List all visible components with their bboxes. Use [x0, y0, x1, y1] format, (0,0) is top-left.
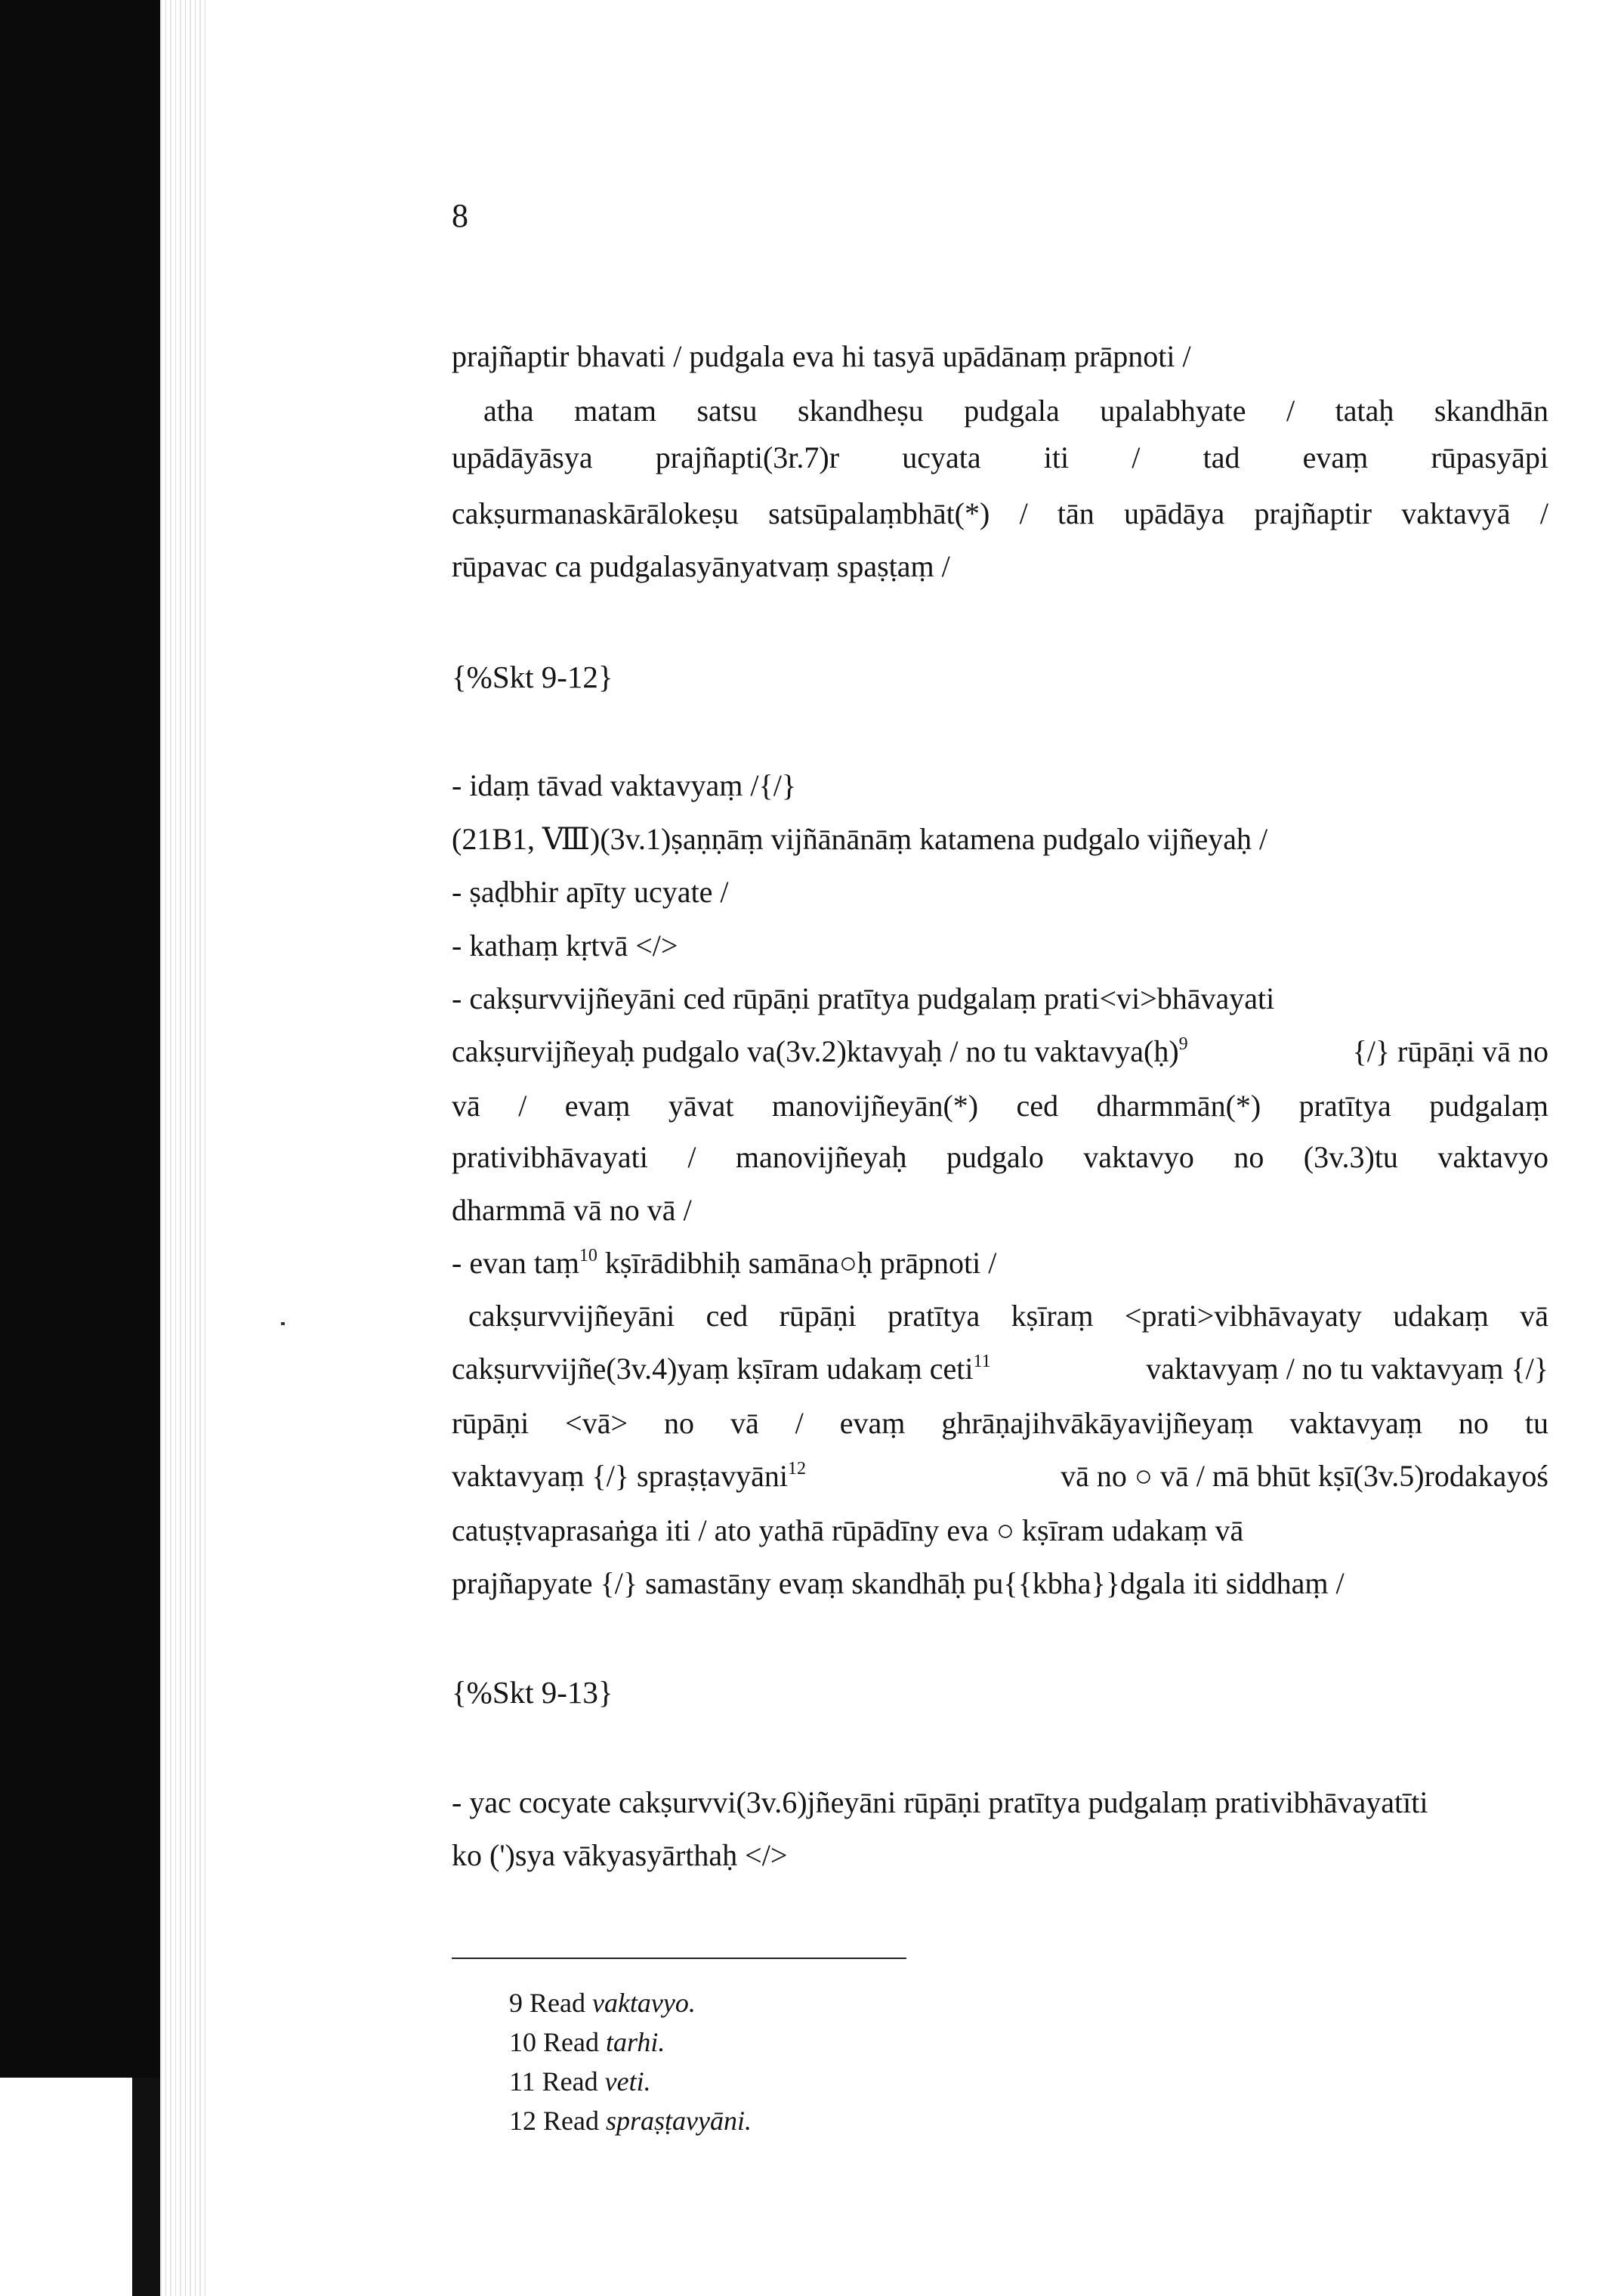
text-line: - idaṃ tāvad vaktavyaṃ /{/}: [452, 768, 797, 802]
footnote: [509, 2023, 665, 2061]
footnote-label: 12 Read: [509, 2106, 599, 2136]
text-line: prajñaptir bhavati / pudgala eva hi tasyā upādānaṃ prāpnoti /: [452, 339, 1191, 373]
text-line: prajñapyate {/} samastāny evaṃ skandhāḥ pu{{kbha}}dgala iti siddhaṃ /: [452, 1566, 1345, 1600]
text-line: dharmmā vā no vā /: [452, 1193, 692, 1227]
text-line: rūpāṇi <vā> no vā / evaṃ ghrāṇajihvākāyavijñeyaṃ vaktavyaṃ no tu: [452, 1406, 1548, 1440]
footnote-label: 11 Read: [509, 2066, 598, 2097]
text-segment: cakṣurvvijñe(3v.4)yaṃ kṣīram udakaṃ ceti: [452, 1352, 974, 1386]
footnote-ref: 11: [973, 1352, 991, 1371]
text-line: upādāyāsya prajñapti(3r.7)r ucyata iti / tad evaṃ rūpasyāpi: [452, 440, 1548, 474]
scan-margin-notch-edge: [132, 2078, 160, 2296]
text-line: atha matam satsu skandheṣu pudgala upalabhyate / tataḥ skandhān: [483, 394, 1548, 428]
footnote-ref: 12: [787, 1459, 806, 1479]
text-line: - kathaṃ kṛtvā </>: [452, 929, 678, 963]
footnote-label: 10 Read: [509, 2027, 599, 2057]
scan-margin-notch: [0, 2078, 132, 2296]
footnote-word: vaktavyo.: [591, 1988, 696, 2018]
scan-speck: [281, 1322, 285, 1325]
text-line: - cakṣurvvijñeyāni ced rūpāṇi pratītya pudgalaṃ prati<vi>bhāvayati: [452, 981, 1275, 1015]
text-line: cakṣurmanaskārālokeṣu satsūpalaṃbhāt(*) / tān upādāya prajñaptir vaktavyā /: [452, 496, 1548, 530]
text-line: prativibhāvayati / manovijñeyaḥ pudgalo vaktavyo no (3v.3)tu vaktavyo: [452, 1140, 1548, 1174]
text-line: - ṣaḍbhir apīty ucyate /: [452, 875, 729, 909]
text-line: - yac cocyate cakṣurvvi(3v.6)jñeyāni rūpāṇi pratītya pudgalaṃ prativibhāvayatīti: [452, 1785, 1428, 1819]
text-line: [452, 1242, 996, 1284]
text-line: vā / evaṃ yāvat manovijñeyān(*) ced dharmmān(*) pratītya pudgalaṃ: [452, 1089, 1548, 1123]
text-line: [452, 1031, 1548, 1073]
text-line: cakṣurvvijñeyāni ced rūpāṇi pratītya kṣīraṃ <prati>vibhāvayaty udakaṃ vā: [468, 1299, 1548, 1333]
text-line: catuṣṭvaprasaṅga iti / ato yathā rūpādīny eva ○ kṣīram udakaṃ vā: [452, 1513, 1244, 1547]
section-marker: {%Skt 9-13}: [452, 1675, 613, 1710]
text-segment: cakṣurvijñeyaḥ pudgalo va(3v.2)ktavyaḥ / no tu vaktavya(ḥ): [452, 1034, 1179, 1068]
footnote-ref: 10: [579, 1246, 597, 1265]
scan-margin-shadow: [0, 0, 160, 2296]
text-line: rūpavac ca pudgalasyānyatvaṃ spaṣṭaṃ /: [452, 549, 950, 583]
text-segment: vaktavyaṃ / no tu vaktavyaṃ {/}: [1146, 1352, 1548, 1386]
footnote-rule: [452, 1958, 906, 1959]
text-segment: {/} rūpāṇi vā no: [1352, 1034, 1548, 1068]
footnote-word: veti.: [604, 2066, 651, 2097]
footnote: [509, 2063, 651, 2100]
scan-binding-edge: [160, 0, 207, 2296]
page-number: 8: [452, 197, 468, 234]
footnote: [509, 2102, 752, 2140]
text-segment: - evan taṃ: [452, 1246, 579, 1280]
text-segment: kṣīrādibhiḥ samāna○ḥ prāpnoti /: [604, 1246, 997, 1280]
section-marker: {%Skt 9-12}: [452, 660, 613, 694]
footnote-label: 9 Read: [509, 1988, 585, 2018]
footnote-ref: 9: [1178, 1034, 1188, 1054]
text-segment: vaktavyaṃ {/} spraṣṭavyāni: [452, 1459, 788, 1493]
footnote-word: spraṣṭavyāni.: [605, 2106, 752, 2136]
text-line: ko (')sya vākyasyārthaḥ </>: [452, 1838, 788, 1872]
footnote: [509, 1984, 696, 2022]
text-line: [452, 1348, 1548, 1390]
text-line: (21B1, Ⅷ)(3v.1)ṣaṇṇāṃ vijñānānāṃ katamena pudgalo vijñeyaḥ /: [452, 822, 1268, 856]
text-segment: vā no ○ vā / mā bhūt kṣī(3v.5)rodakayoś: [1061, 1459, 1548, 1493]
footnote-word: tarhi.: [605, 2027, 665, 2057]
text-line: [452, 1455, 1548, 1497]
